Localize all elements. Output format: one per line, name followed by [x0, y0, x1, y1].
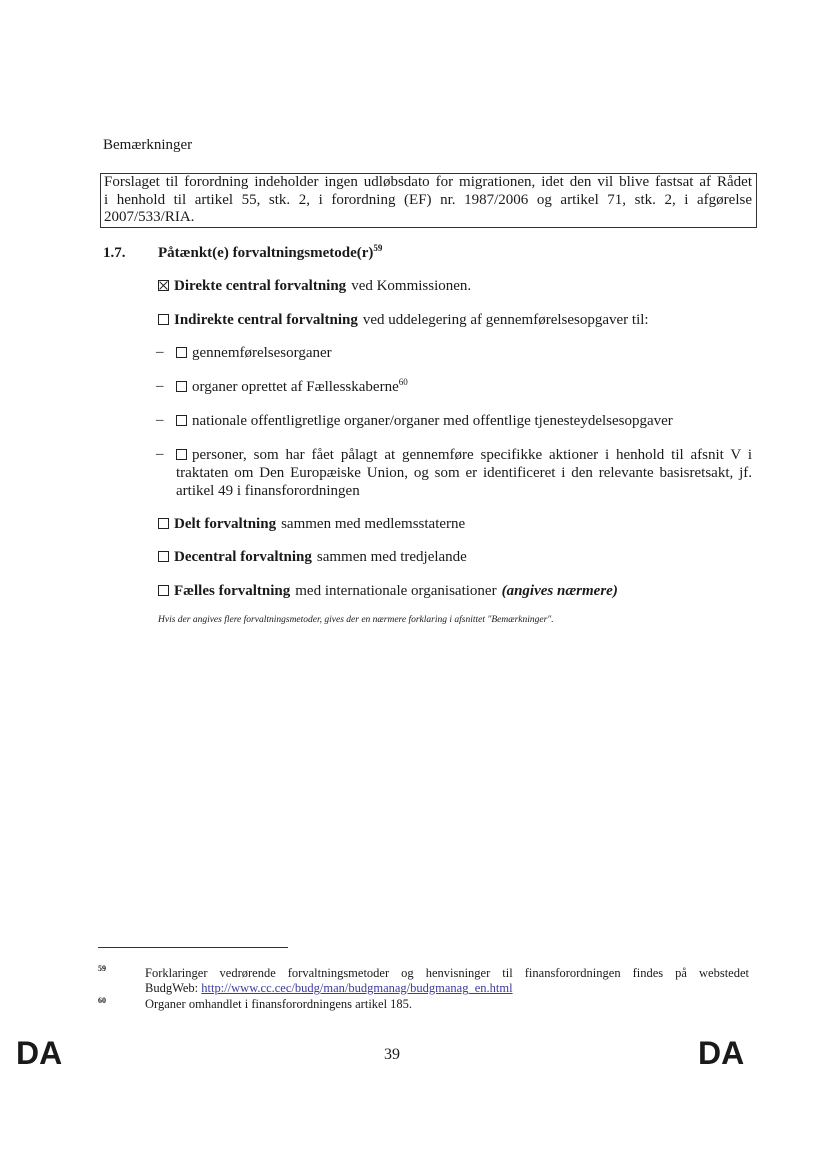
option-direct-label: Direkte central forvaltning	[174, 278, 347, 294]
sub-option	[176, 344, 332, 362]
sub-option-label: gennemførelsesorganer	[192, 345, 332, 361]
footnote-ref: 60	[398, 377, 408, 387]
checkbox-icon[interactable]	[158, 585, 169, 596]
language-code-left: DA	[16, 1035, 63, 1071]
option-decentral-rest: sammen med tredjelande	[316, 549, 467, 565]
checkbox-icon[interactable]	[176, 347, 187, 358]
option-shared-label: Delt forvaltning	[174, 516, 277, 532]
footnote-line: Forklaringer vedrørende forvaltningsmetoder og henvisninger til finansforordningen findes på webstedet	[145, 966, 749, 980]
dash: –	[156, 446, 164, 462]
checkbox-icon[interactable]	[158, 551, 169, 562]
remarks-line: 2007/533/RIA.	[104, 209, 195, 225]
dash: –	[156, 378, 164, 394]
footnote-59	[145, 966, 749, 996]
footnote-ref: 59	[373, 243, 383, 253]
remarks-line: i henhold til artikel 55, stk. 2, i forordning (EF) nr. 1987/2006 og artikel 71, stk. 2, i afgørelse	[104, 191, 752, 208]
option-decentral-label: Decentral forvaltning	[174, 549, 312, 565]
dash: –	[156, 344, 164, 360]
checkbox-icon[interactable]	[176, 381, 187, 392]
sub-option	[176, 378, 408, 396]
footnote-number: 60	[98, 996, 106, 1005]
option-decentral	[158, 548, 467, 566]
checkbox-checked-icon[interactable]	[158, 280, 169, 291]
footnote-line	[145, 981, 749, 996]
checkbox-icon[interactable]	[176, 415, 187, 426]
checkbox-icon[interactable]	[176, 449, 187, 460]
option-joint-rest: med internationale organisationer	[295, 583, 497, 599]
sub-option	[176, 446, 752, 500]
option-joint	[158, 582, 618, 600]
dash: –	[156, 412, 164, 428]
footnote-prefix: BudgWeb:	[145, 981, 202, 995]
budgweb-link[interactable]: http://www.cc.cec/budg/man/budgmanag/budgmanag_en.html	[201, 981, 513, 995]
section-number: 1.7.	[103, 245, 126, 261]
sub-option-label: organer oprettet af Fællesskaberne	[192, 379, 399, 395]
note-text: Hvis der angives flere forvaltningsmetoder, gives der en nærmere forklaring i afsnittet "Bemærkninger".	[158, 615, 554, 625]
sub-option-line: traktaten om Den Europæiske Union, og som er identificeret i den relevante basisretsakt, jf.	[176, 465, 752, 481]
option-joint-emphasis: (angives nærmere)	[501, 583, 618, 599]
option-shared	[158, 515, 465, 533]
section-title-text: Påtænkt(e) forvaltningsmetode(r)	[158, 245, 374, 261]
sub-option-line: artikel 49 i finansforordningen	[176, 483, 360, 499]
option-indirect-rest: ved uddelegering af gennemførelsesopgaver til:	[362, 312, 649, 328]
section-title	[158, 244, 382, 262]
option-shared-rest: sammen med medlemsstaterne	[281, 516, 466, 532]
remarks-box	[100, 173, 757, 228]
remarks-line: Forslaget til forordning indeholder ingen udløbsdato for migrationen, idet den vil blive fastsat af Rådet	[104, 174, 752, 190]
option-joint-label: Fælles forvaltning	[174, 583, 291, 599]
option-indirect	[158, 311, 649, 329]
checkbox-icon[interactable]	[158, 314, 169, 325]
sub-option-label: personer, som har fået pålagt at gennemføre specifikke aktioner i henhold til afsnit V i	[192, 447, 752, 463]
footnote-divider	[98, 947, 288, 948]
footnote-60: Organer omhandlet i finansforordningens artikel 185.	[145, 997, 413, 1011]
footnote-number: 59	[98, 964, 106, 973]
option-indirect-label: Indirekte central forvaltning	[174, 312, 358, 328]
language-code-right: DA	[698, 1035, 745, 1071]
sub-option	[176, 412, 673, 430]
option-direct	[158, 277, 471, 295]
checkbox-icon[interactable]	[158, 518, 169, 529]
remarks-heading: Bemærkninger	[103, 137, 193, 153]
sub-option-label: nationale offentligretlige organer/organer med offentlige tjenesteydelsesopgaver	[192, 413, 673, 429]
page-number: 39	[384, 1046, 400, 1063]
sub-option-line	[176, 446, 752, 464]
option-direct-rest: ved Kommissionen.	[351, 278, 472, 294]
